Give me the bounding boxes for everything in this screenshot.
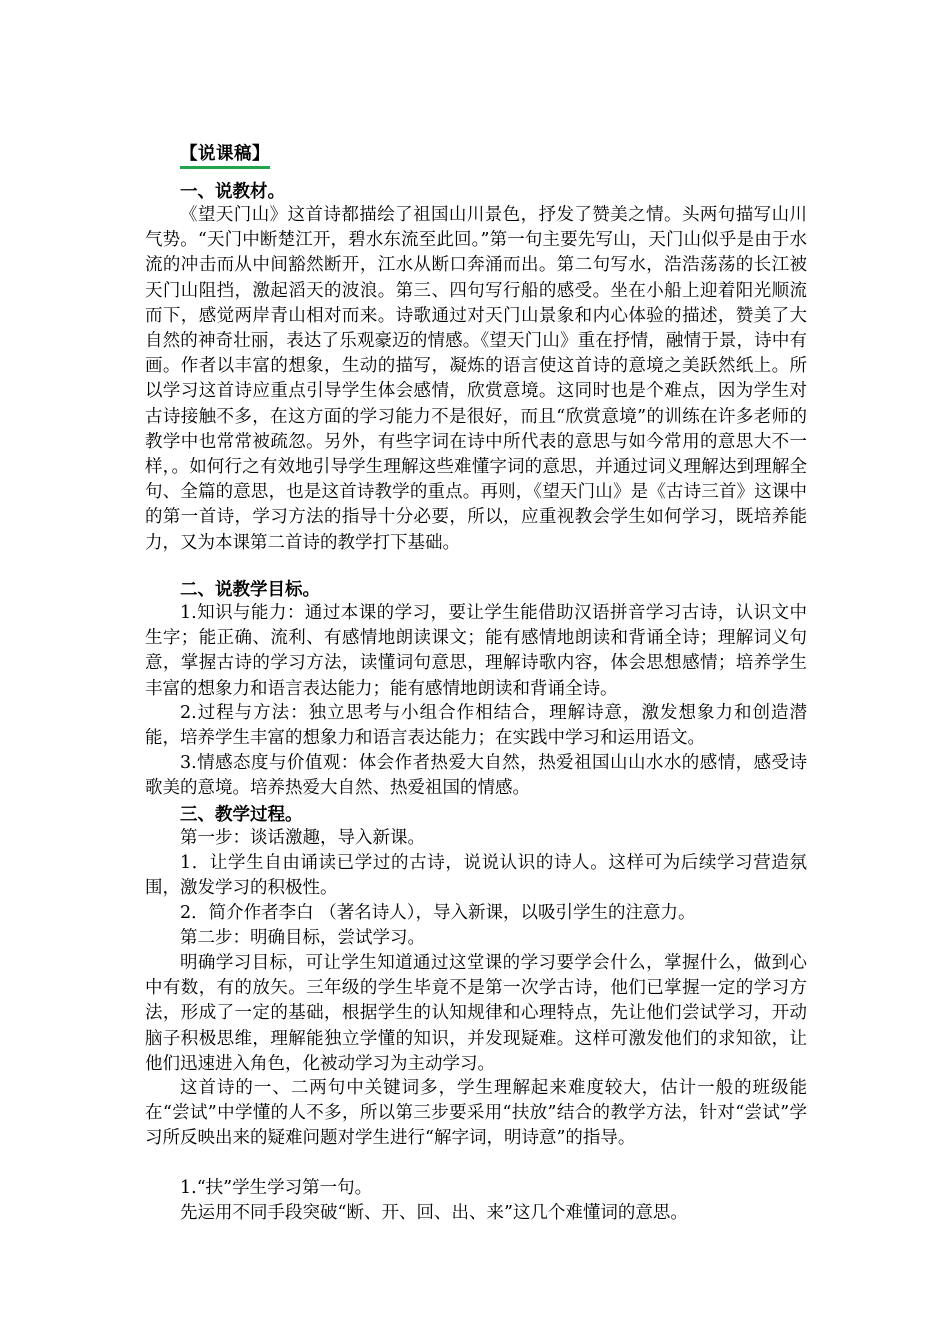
paragraph: 先运用不同手段突破“断、开、回、出、来”这几个难懂词的意思。	[180, 1203, 688, 1223]
paragraph: 1．让学生自由诵读已学过的古诗，说说认识的诗人。这样可为后续学习营造氛围，激发学习的积极性。	[145, 853, 807, 899]
paragraph: 1.“扶”学生学习第一句。	[180, 1178, 373, 1198]
document-title: 【说课稿】	[180, 140, 270, 169]
paragraph: 第一步：谈话激趣，导入新课。	[180, 828, 425, 848]
section-heading-1: 一、说教材。	[180, 182, 285, 202]
paragraph: 1.知识与能力：通过本课的学习，要让学生能借助汉语拼音学习古诗，认识文中生字；能正确、流利、有感情地朗读课文；能有感情地朗读和背诵全诗；理解词义句意，掌握古诗的学习方法，读懂词句意思，理解诗歌内容，体会思想感情；培养学生丰富的想象力和语言表达能力；能有感情地朗读和背诵全诗。	[145, 603, 807, 699]
paragraph: 2．简介作者李白 （著名诗人），导入新课，以吸引学生的注意力。	[180, 903, 696, 923]
section-heading-2: 二、说教学目标。	[180, 580, 320, 600]
paragraph: 2.过程与方法：独立思考与小组合作相结合，理解诗意，激发想象力和创造潜能，培养学生丰富的想象力和语言表达能力；在实践中学习和运用语文。	[145, 703, 807, 749]
paragraph: 这首诗的一、二两句中关键词多，学生理解起来难度较大，估计一般的班级能在“尝试”中学懂的人不多，所以第三步要采用“扶放”结合的教学方法，针对“尝试”学习所反映出来的疑难问题对学生进行“解字词，明诗意”的指导。	[145, 1078, 807, 1149]
paragraph: 明确学习目标，可让学生知道通过这堂课的学习要学会什么，掌握什么，做到心中有数，有的放矢。三年级的学生毕竟不是第一次学古诗，他们已掌握一定的学习方法，形成了一定的基础，根据学生的认知规律和心理特点，先让他们尝试学习，开动脑子积极思维，理解能独立学懂的知识，并发现疑难。这样可激发他们的求知欲，让他们迅速进入角色，化被动学习为主动学习。	[145, 953, 807, 1074]
section-heading-3: 三、教学过程。	[180, 805, 303, 825]
paragraph: 《望天门山》这首诗都描绘了祖国山川景色，抒发了赞美之情。头两句描写山川气势。“天门中断楚江开，碧水东流至此回。”第一句主要先写山，天门山似乎是由于水流的冲击而从中间豁然断开，江水从断口奔涌而出。第二句写水，浩浩荡荡的长江被天门山阻挡，激起滔天的波浪。第三、四句写行船的感受。坐在小船上迎着阳光顺流而下，感觉两岸青山相对而来。诗歌通过对天门山景象和内心体验的描述，赞美了大自然的神奇壮丽，表达了乐观豪迈的情感。《望天门山》重在抒情，融情于景，诗中有画。作者以丰富的想象，生动的描写，凝炼的语言使这首诗的意境之美跃然纸上。所以学习这首诗应重点引导学生体会感情，欣赏意境。这同时也是个难点，因为学生对古诗接触不多，在这方面的学习能力不是很好，而且“欣赏意境”的训练在许多老师的教学中也常常被疏忽。另外，有些字词在诗中所代表的意思与如今常用的意思大不一样，。如何行之有效地引导学生理解这些难懂字词的意思，并通过词义理解达到理解全句、全篇的意思，也是这首诗教学的重点。再则，《望天门山》是《古诗三首》这课中的第一首诗，学习方法的指导十分必要，所以，应重视教会学生如何学习，既培养能力，又为本课第二首诗的教学打下基础。	[145, 205, 807, 553]
paragraph: 3.情感态度与价值观：体会作者热爱大自然，热爱祖国山山水水的感情，感受诗歌美的意境。培养热爱大自然、热爱祖国的情感。	[145, 753, 807, 799]
paragraph: 第二步：明确目标，尝试学习。	[180, 928, 425, 948]
